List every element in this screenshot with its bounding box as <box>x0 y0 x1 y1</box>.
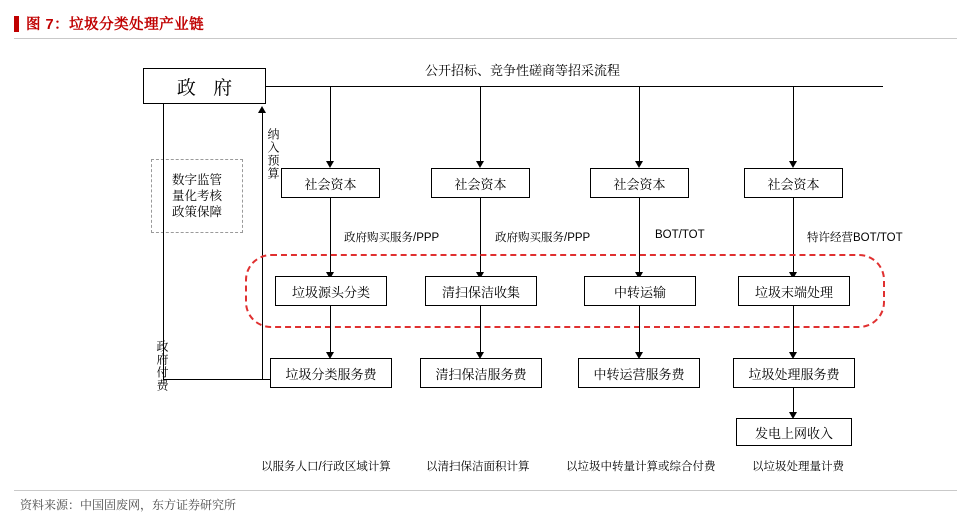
mode-label-2: 政府购买服务/PPP <box>495 232 591 244</box>
segment-box-3: 中转运输 <box>584 276 696 306</box>
mode-label-3: BOT/TOT <box>655 229 705 241</box>
segment-box-2: 清扫保洁收集 <box>425 276 537 306</box>
segment-box-1: 垃圾源头分类 <box>275 276 387 306</box>
mode-label-4: 特许经营BOT/TOT <box>807 232 903 244</box>
policy-line-2: 量化考核 <box>171 189 222 203</box>
figure-header <box>0 0 971 38</box>
capital-box-3: 社会资本 <box>590 168 689 198</box>
capital-box-1: 社会资本 <box>281 168 380 198</box>
gov-pay-branch <box>163 379 278 380</box>
top-drop-4-arrow <box>789 161 797 168</box>
top-process-label: 公开招标、竞争性磋商等招采流程 <box>425 63 621 78</box>
top-drop-2 <box>480 86 481 162</box>
top-drop-3 <box>639 86 640 162</box>
fee-line-1 <box>330 306 331 354</box>
extra-line <box>793 388 794 414</box>
government-box: 政 府 <box>143 68 266 104</box>
top-drop-3-arrow <box>635 161 643 168</box>
page-title: 图 7：垃圾分类处理产业链 <box>26 17 205 33</box>
capital-box-2: 社会资本 <box>431 168 530 198</box>
fee-line-3 <box>639 306 640 354</box>
source-note: 资料来源：中国固废网，东方证券研究所 <box>20 498 237 512</box>
fee-box-3: 中转运营服务费 <box>578 358 700 388</box>
header-divider <box>14 38 957 39</box>
budget-arrow <box>258 106 266 113</box>
gov-pay-label: 政府付费 <box>155 340 169 392</box>
fee-line-2 <box>480 306 481 354</box>
budget-line <box>262 110 263 380</box>
mode-label-1: 政府购买服务/PPP <box>344 232 440 244</box>
capital-box-4: 社会资本 <box>744 168 843 198</box>
policy-line-1: 数字监管 <box>171 173 222 187</box>
budget-label: 纳入预算 <box>266 128 280 180</box>
basis-label-4: 以垃圾处理量计费 <box>752 461 844 473</box>
top-drop-4 <box>793 86 794 162</box>
fee-line-4 <box>793 306 794 354</box>
footer-divider <box>14 490 957 491</box>
top-drop-1 <box>330 86 331 162</box>
top-drop-1-arrow <box>326 161 334 168</box>
extra-income-box: 发电上网收入 <box>736 418 852 446</box>
segment-box-4: 垃圾末端处理 <box>738 276 850 306</box>
policy-support-box <box>151 159 243 233</box>
fee-box-4: 垃圾处理服务费 <box>733 358 855 388</box>
fee-box-1: 垃圾分类服务费 <box>270 358 392 388</box>
top-bus-line <box>266 86 883 87</box>
basis-label-3: 以垃圾中转量计算或综合付费 <box>566 461 716 473</box>
header-accent-bar <box>14 16 19 32</box>
basis-label-2: 以清扫保洁面积计算 <box>426 461 530 473</box>
basis-label-1: 以服务人口/行政区域计算 <box>261 461 391 473</box>
top-drop-2-arrow <box>476 161 484 168</box>
fee-box-2: 清扫保洁服务费 <box>420 358 542 388</box>
gov-pay-line <box>163 104 164 379</box>
policy-line-3: 政策保障 <box>171 205 222 219</box>
